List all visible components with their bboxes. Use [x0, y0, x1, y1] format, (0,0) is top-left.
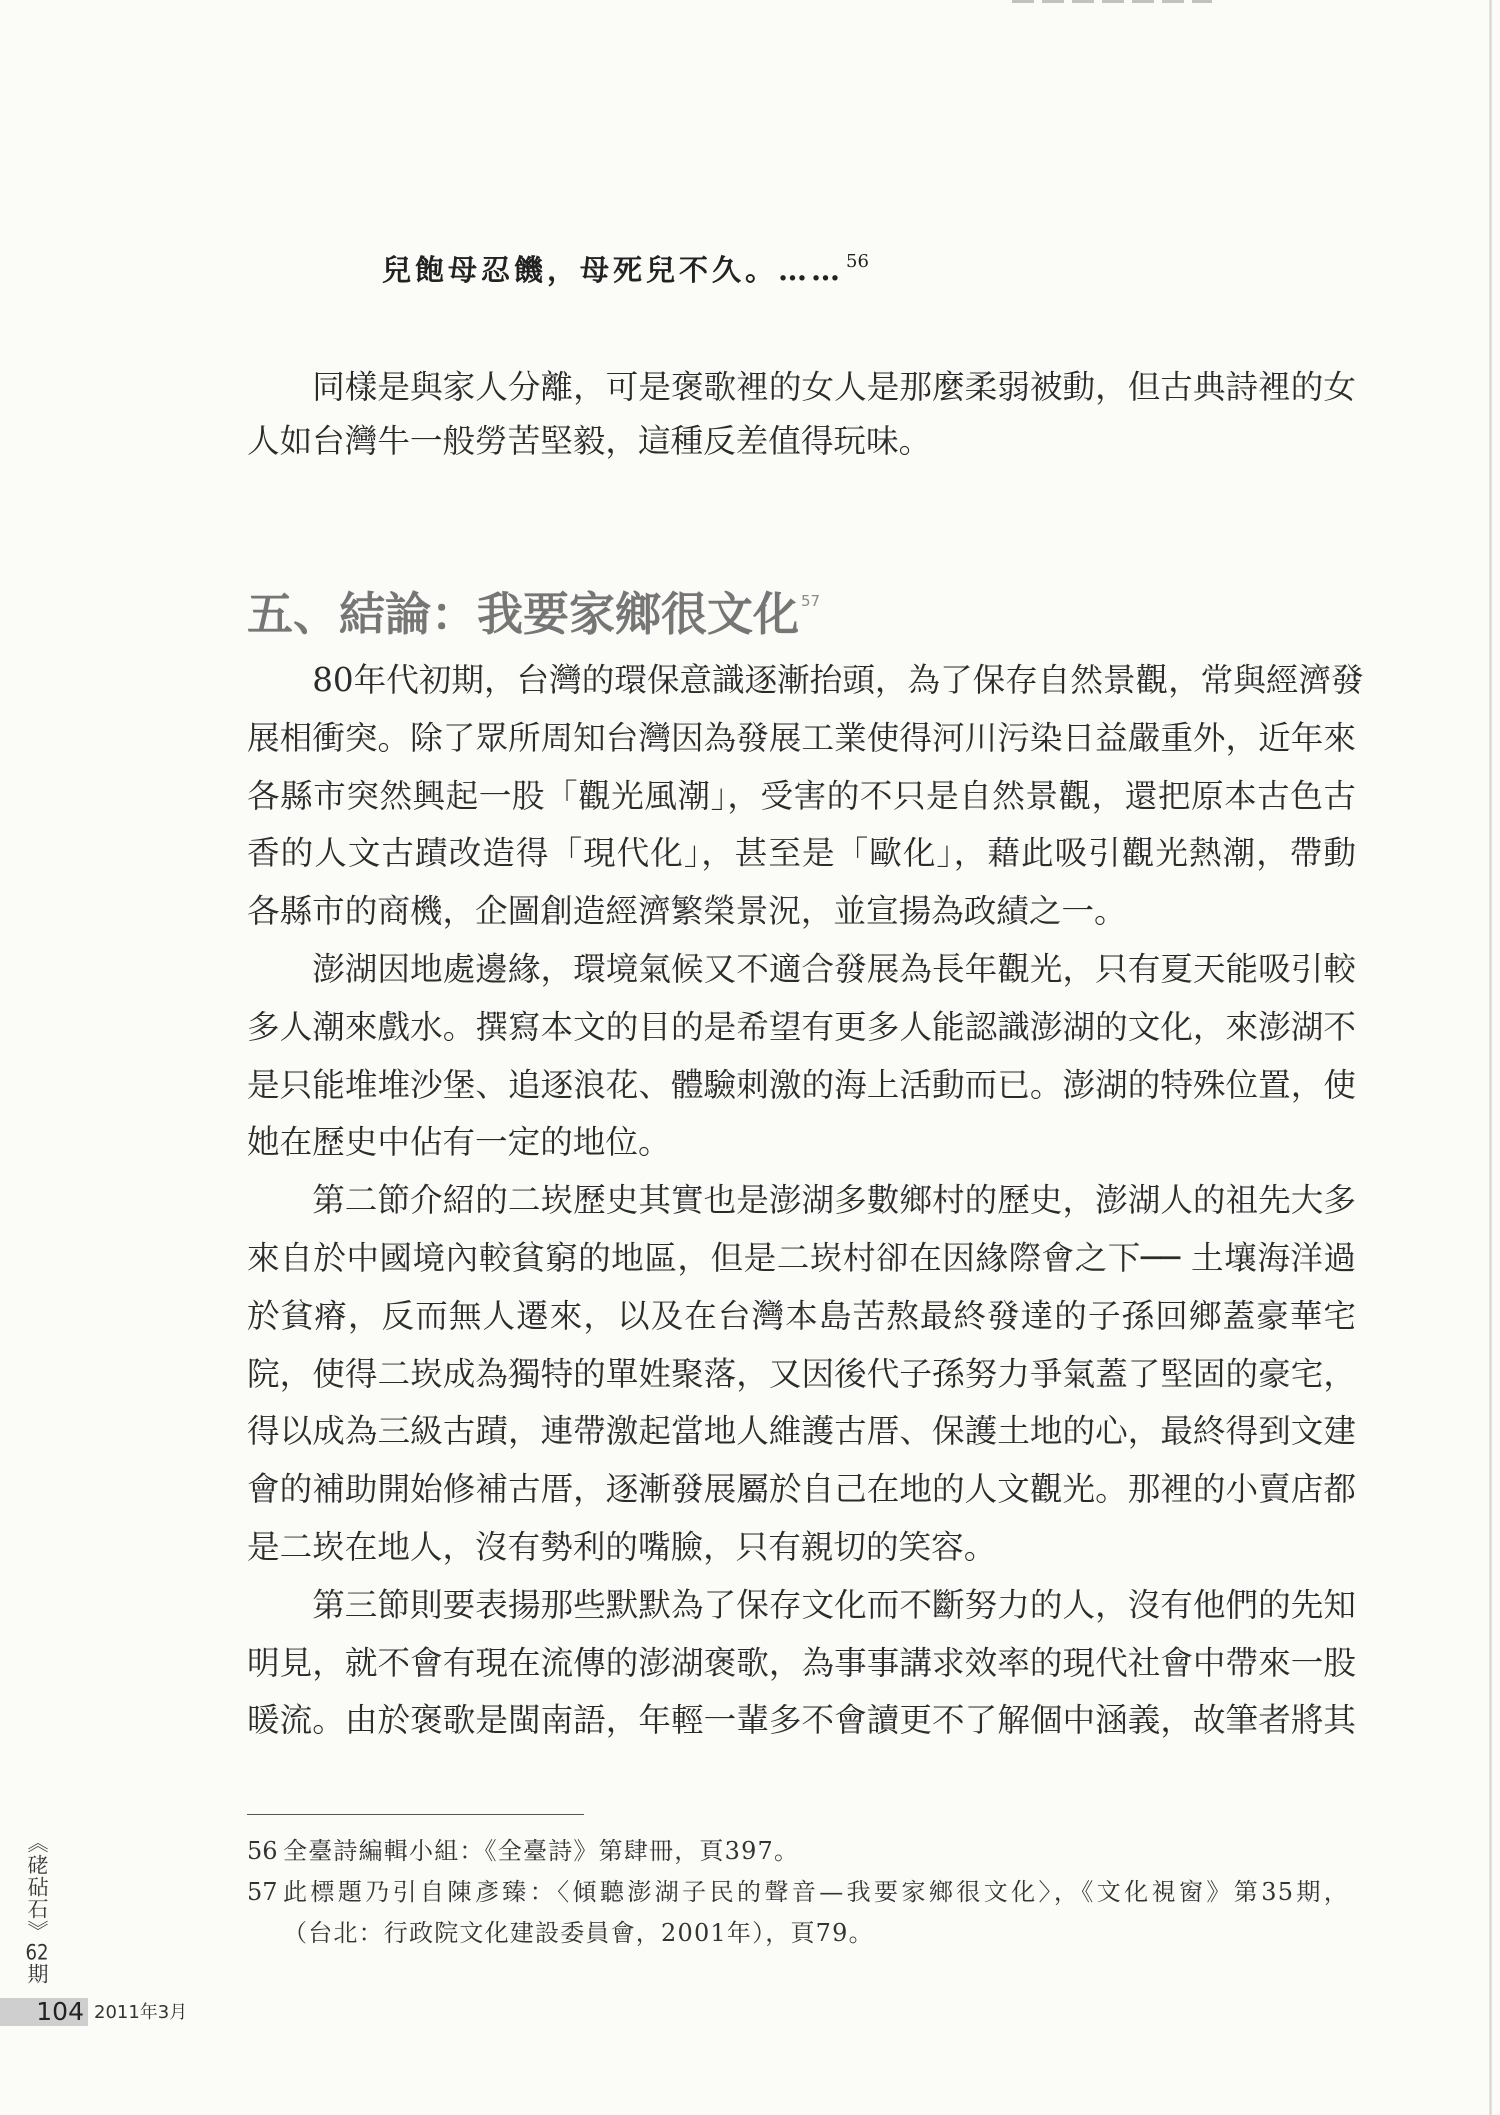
footnote-separator: [247, 1814, 584, 1815]
page-number: 104: [0, 1998, 88, 2026]
journal-title: 《硓砧石》: [25, 1832, 49, 1942]
text-line: 明見，就不會有現在流傳的澎湖褒歌，為事事講求效率的現代社會中帶來一股: [247, 1643, 1356, 1682]
text-line: 香的人文古蹟改造得「現代化」，甚至是「歐化」，藉此吸引觀光熱潮，帶動: [247, 834, 1356, 873]
text-line: 人如台灣牛一般勞苦堅毅，這種反差值得玩味。: [247, 422, 932, 460]
intro-paragraph: [247, 360, 1356, 468]
footnote-56: [247, 1831, 1349, 1872]
issue-number: 62: [25, 1942, 49, 1963]
footnote-text: 此標題乃引自陳彥臻：〈傾聽澎湖子民的聲音—我要家鄉很文化〉，《文化視窗》第35期，: [283, 1878, 1349, 1906]
section-body: [247, 652, 1364, 1750]
poem-quote-text: 兒飽母忍饑，母死兒不久。……: [382, 253, 845, 287]
text-line: 院，使得二崁成為獨特的單姓聚落，又因後代子孫努力爭氣蓋了堅固的豪宅，: [247, 1354, 1356, 1393]
text-line: 各縣市的商機，企圖創造經濟繁榮景況，並宣揚為政績之一。: [247, 892, 1127, 931]
paragraph: [247, 1172, 1356, 1577]
footnote-text: 全臺詩編輯小組：《全臺詩》第肆冊，頁397。: [283, 1837, 800, 1865]
footnote-number: 56: [247, 1837, 278, 1865]
poem-quote: [382, 250, 869, 295]
text-line: 她在歷史中佔有一定的地位。: [247, 1123, 671, 1162]
footnote-number: 57: [247, 1878, 278, 1906]
text-line: 展相衝突。除了眾所周知台灣因為發展工業使得河川污染日益嚴重外，近年來: [247, 718, 1356, 757]
section-heading-text: 五、結論：我要家鄉很文化: [247, 587, 799, 641]
footnotes: [247, 1831, 1349, 1954]
footnote-ref-56: 56: [846, 251, 869, 272]
text-line: 第三節則要表揚那些默默為了保存文化而不斷努力的人，沒有他們的先知: [312, 1585, 1356, 1624]
text-line: 80年代初期，台灣的環保意識逐漸抬頭，為了保存自然景觀，常與經濟發: [312, 661, 1364, 699]
issue-suffix: 期: [25, 1963, 49, 1985]
text-line: 第二節介紹的二崁歷史其實也是澎湖多數鄉村的歷史，澎湖人的祖先大多: [312, 1181, 1356, 1220]
text-line: 多人潮來戲水。撰寫本文的目的是希望有更多人能認識澎湖的文化，來澎湖不: [247, 1007, 1356, 1046]
footnote-ref-57: 57: [801, 592, 821, 610]
text-line: 是只能堆堆沙堡、追逐浪花、體驗刺激的海上活動而已。澎湖的特殊位置，使: [247, 1065, 1356, 1104]
footnote-text: （台北：行政院文化建設委員會，2001年），頁79。: [283, 1919, 874, 1947]
footnote-57: [247, 1872, 1349, 1954]
scan-artifact-top: [1012, 0, 1212, 3]
issue-date: 2011年3月: [94, 2002, 188, 2023]
text-line: 澎湖因地處邊緣，環境氣候又不適合發展為長年觀光，只有夏天能吸引較: [312, 949, 1356, 988]
scan-edge-line: [1489, 0, 1492, 2115]
text-line: 來自於中國境內較貧窮的地區，但是二崁村卻在因緣際會之下── 土壤海洋過: [247, 1238, 1356, 1277]
text-line: 於貧瘠，反而無人遷來，以及在台灣本島苦熬最終發達的子孫回鄉蓋豪華宅: [247, 1296, 1356, 1335]
text-line: 會的補助開始修補古厝，逐漸發展屬於自己在地的人文觀光。那裡的小賣店都: [247, 1470, 1356, 1509]
text-line: 得以成為三級古蹟，連帶激起當地人維護古厝、保護土地的心，最終得到文建: [247, 1412, 1356, 1451]
paragraph: [247, 941, 1356, 1172]
text-line: 各縣市突然興起一股「觀光風潮」，受害的不只是自然景觀，還把原本古色古: [247, 776, 1356, 815]
section-heading: [247, 584, 820, 655]
journal-name-vertical: [22, 1832, 52, 1985]
paragraph: [247, 1577, 1356, 1750]
text-line: 同樣是與家人分離，可是褒歌裡的女人是那麼柔弱被動，但古典詩裡的女: [312, 368, 1356, 406]
paragraph: [247, 652, 1364, 941]
text-line: 暖流。由於褒歌是閩南語，年輕一輩多不會讀更不了解個中涵義，故筆者將其: [247, 1701, 1356, 1740]
text-line: 是二崁在地人，沒有勢利的嘴臉，只有親切的笑容。: [247, 1527, 997, 1566]
